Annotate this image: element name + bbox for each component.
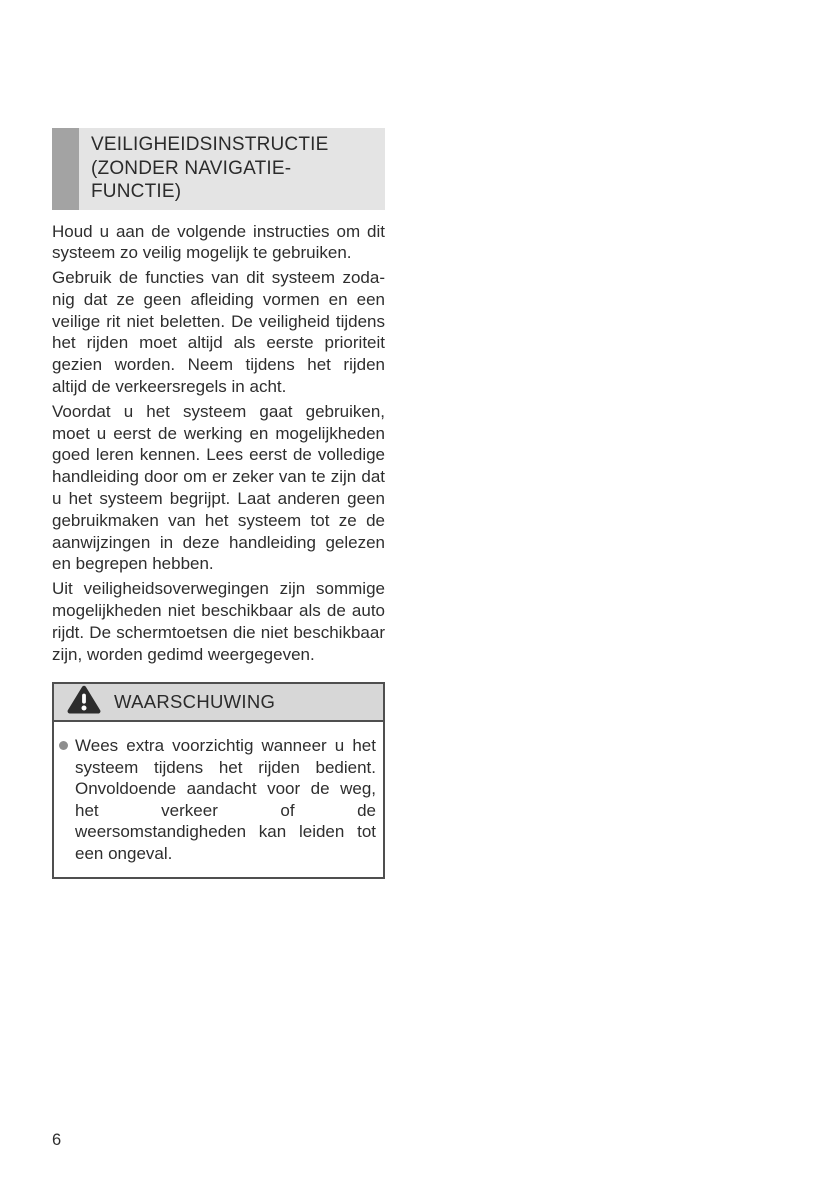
warning-box bbox=[52, 682, 385, 879]
section-header bbox=[52, 128, 385, 210]
warning-header-label: WAARSCHUWING bbox=[114, 691, 276, 713]
bullet-icon bbox=[59, 741, 68, 750]
paragraph: Voordat u het systeem gaat gebruiken, moet u eerst de werking en mogelijkheden goed leren kennen. Lees eerst de volledige handleiding door om er zeker van te zijn dat u het systeem begrijpt. Laat anderen geen gebruikmaken van het systeem tot ze de aanwijzingen in deze handleiding gelezen en begrepen hebben. bbox=[52, 401, 385, 574]
paragraph: Gebruik de functies van dit systeem zodanig dat ze geen afleiding vormen en een veilige rit niet beletten. De veiligheid tijdens het rijden moet altijd als eerste prioriteit gezien worden. Neem tijdens het rijden altijd de verkeersregels in acht. bbox=[52, 268, 385, 397]
warning-triangle-icon bbox=[67, 685, 101, 719]
section-header-accent-bar bbox=[52, 128, 79, 210]
content-column bbox=[52, 128, 385, 879]
warning-item-text: Wees extra voorzichtig wanneer u het systeem tijdens het rijden bedient. Onvoldoende aandacht voor de weg, het verkeer of de weersomstandigheden kan leiden tot een ongeval. bbox=[75, 736, 376, 863]
page-number: 6 bbox=[52, 1131, 62, 1149]
section-title: VEILIGHEIDSINSTRUCTIE (ZONDER NAVIGATIE-FUNCTIE) bbox=[79, 128, 385, 210]
warning-header bbox=[54, 684, 383, 722]
paragraph: Houd u aan de volgende instructies om dit systeem zo veilig mogelijk te gebruiken. bbox=[52, 221, 385, 263]
paragraph: Uit veiligheidsoverwegingen zijn sommige mogelijkheden niet beschikbaar als de auto rijdt. De schermtoetsen die niet beschikbaar zijn, worden gedimd weergegeven. bbox=[52, 579, 385, 664]
body-text bbox=[52, 221, 385, 666]
warning-body bbox=[54, 722, 383, 877]
warning-item bbox=[59, 735, 376, 864]
